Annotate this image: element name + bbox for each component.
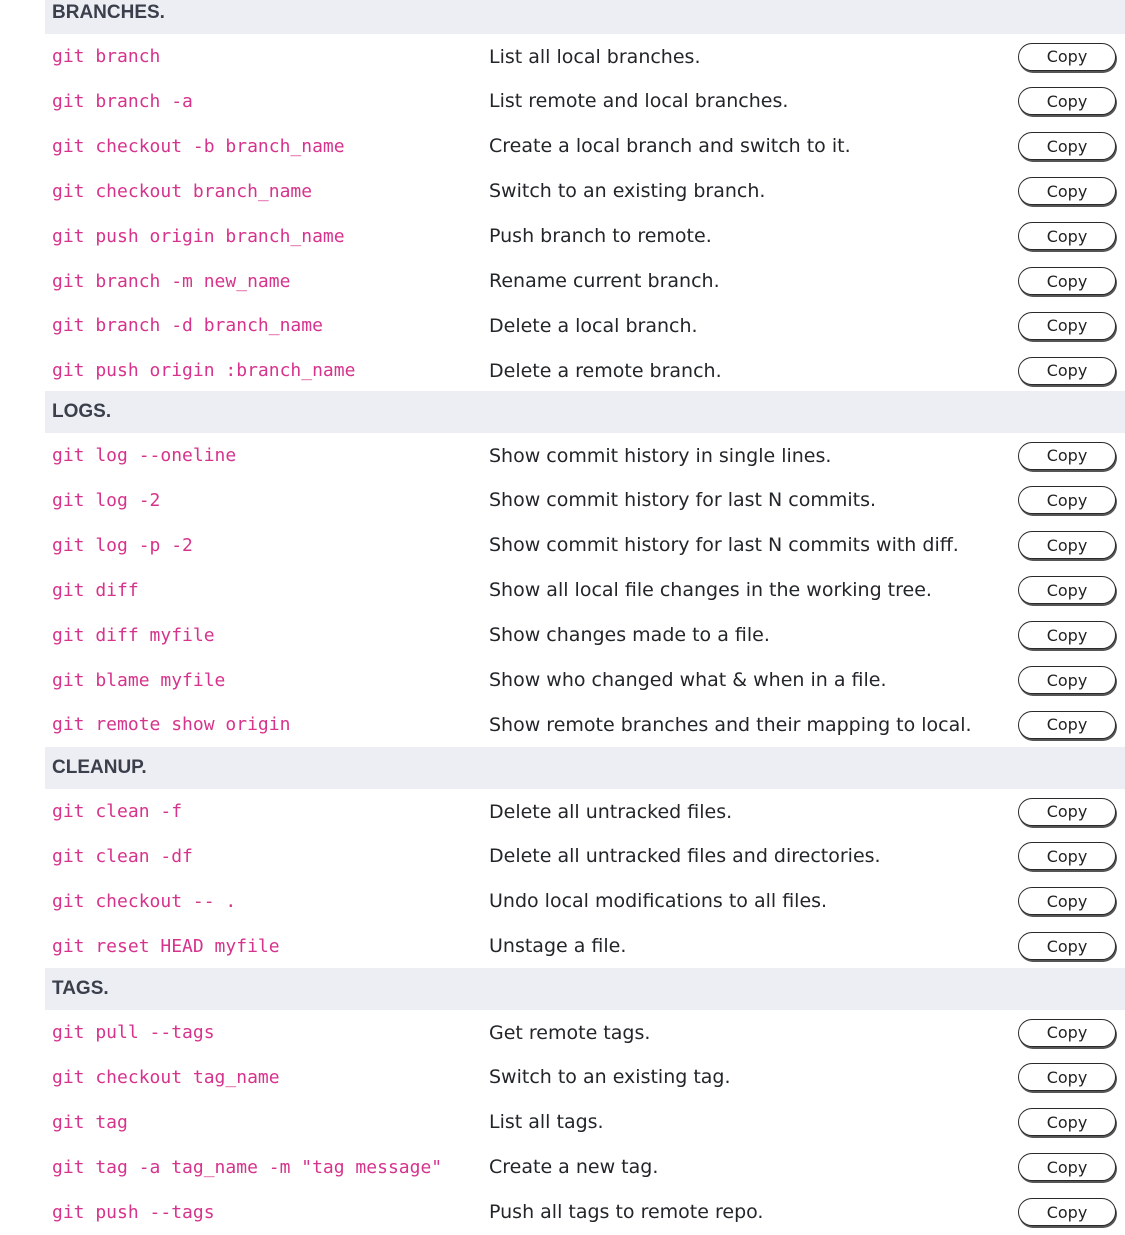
command-description: Create a new tag.: [489, 1156, 659, 1179]
command-description: Rename current branch.: [489, 270, 720, 292]
copy-button[interactable]: Copy: [1018, 87, 1116, 115]
command-text: git diff: [52, 579, 139, 601]
command-text: git branch: [52, 46, 161, 67]
command-text: git branch -m new_name: [52, 270, 291, 292]
command-description: Show all local file changes in the working tree.: [489, 579, 932, 602]
command-row: [45, 259, 1125, 304]
command-text: git log --oneline: [52, 445, 237, 466]
command-text: git tag: [52, 1111, 128, 1133]
command-description: Delete a remote branch.: [489, 359, 722, 382]
copy-button[interactable]: Copy: [1018, 267, 1116, 295]
command-description: Delete a local branch.: [489, 314, 698, 337]
command-description: List all local branches.: [489, 45, 701, 68]
copy-button[interactable]: Copy: [1018, 621, 1116, 649]
section-header-cleanup: CLEANUP.: [45, 747, 1125, 789]
copy-button[interactable]: Copy: [1018, 486, 1116, 514]
command-row: [45, 124, 1125, 169]
command-text: git log -p -2: [52, 534, 193, 556]
command-row: [45, 523, 1125, 568]
section-header-branches: BRANCHES.: [45, 0, 1125, 34]
command-description: Push all tags to remote repo.: [489, 1201, 764, 1224]
command-row: [45, 1010, 1125, 1055]
copy-button[interactable]: Copy: [1018, 43, 1116, 71]
command-text: git clean -df: [52, 845, 193, 867]
command-row: [45, 433, 1125, 478]
command-row: [45, 1145, 1125, 1190]
command-text: git clean -f: [52, 801, 183, 822]
command-description: List all tags.: [489, 1111, 604, 1134]
copy-button[interactable]: Copy: [1018, 666, 1116, 694]
copy-button[interactable]: Copy: [1018, 576, 1116, 604]
command-row: [45, 478, 1125, 523]
command-description: Show commit history in single lines.: [489, 444, 832, 467]
command-text: git reset HEAD myfile: [52, 935, 280, 957]
command-description: Unstage a file.: [489, 935, 627, 958]
section-header-tags: TAGS.: [45, 968, 1125, 1010]
command-text: git log -2: [52, 489, 161, 511]
copy-button[interactable]: Copy: [1018, 531, 1116, 559]
command-description: Show commit history for last N commits.: [489, 489, 877, 512]
command-text: git checkout tag_name: [52, 1066, 280, 1088]
command-text: git checkout branch_name: [52, 180, 313, 202]
command-text: git tag -a tag_name -m "tag message": [52, 1156, 443, 1178]
copy-button[interactable]: Copy: [1018, 132, 1116, 160]
command-row: [45, 169, 1125, 214]
command-row: [45, 1055, 1125, 1100]
copy-button[interactable]: Copy: [1018, 1198, 1116, 1226]
command-row: [45, 79, 1125, 124]
section-header-logs: LOGS.: [45, 391, 1125, 433]
command-description: Create a local branch and switch to it.: [489, 135, 851, 158]
command-row: [45, 658, 1125, 703]
copy-button[interactable]: Copy: [1018, 932, 1116, 960]
command-description: Show remote branches and their mapping to local.: [489, 713, 972, 736]
command-description: Switch to an existing tag.: [489, 1066, 731, 1089]
command-description: Switch to an existing branch.: [489, 180, 766, 203]
command-text: git checkout -b branch_name: [52, 135, 345, 157]
command-text: git blame myfile: [52, 669, 226, 691]
command-text: git branch -a: [52, 90, 193, 112]
command-description: Undo local modifications to all files.: [489, 890, 828, 913]
command-row: [45, 1100, 1125, 1145]
command-text: git remote show origin: [52, 714, 291, 736]
command-text: git push origin :branch_name: [52, 360, 356, 382]
command-row: [45, 34, 1125, 79]
copy-button[interactable]: Copy: [1018, 1019, 1116, 1047]
command-text: git diff myfile: [52, 624, 215, 646]
command-row: [45, 789, 1125, 834]
command-description: Delete all untracked files and directories.: [489, 845, 881, 868]
copy-button[interactable]: Copy: [1018, 1063, 1116, 1091]
command-text: git checkout -- .: [52, 890, 237, 912]
command-row: [45, 214, 1125, 259]
command-description: Show who changed what & when in a file.: [489, 669, 887, 691]
copy-button[interactable]: Copy: [1018, 442, 1116, 470]
command-row: [45, 348, 1125, 393]
command-description: List remote and local branches.: [489, 90, 789, 113]
copy-button[interactable]: Copy: [1018, 222, 1116, 250]
command-row: [45, 613, 1125, 658]
command-description: Show commit history for last N commits with diff.: [489, 534, 959, 557]
command-description: Delete all untracked files.: [489, 800, 733, 823]
copy-button[interactable]: Copy: [1018, 887, 1116, 915]
command-description: Show changes made to a file.: [489, 624, 770, 647]
command-text: git pull --tags: [52, 1022, 215, 1043]
command-text: git push origin branch_name: [52, 225, 345, 247]
command-row: [45, 834, 1125, 879]
copy-button[interactable]: Copy: [1018, 842, 1116, 870]
command-row: [45, 879, 1125, 924]
command-description: Get remote tags.: [489, 1021, 651, 1044]
command-row: [45, 303, 1125, 348]
command-row: [45, 1190, 1125, 1235]
copy-button[interactable]: Copy: [1018, 1108, 1116, 1136]
command-row: [45, 568, 1125, 613]
copy-button[interactable]: Copy: [1018, 711, 1116, 739]
copy-button[interactable]: Copy: [1018, 357, 1116, 385]
copy-button[interactable]: Copy: [1018, 798, 1116, 826]
copy-button[interactable]: Copy: [1018, 1153, 1116, 1181]
command-row: [45, 702, 1125, 747]
command-row: [45, 924, 1125, 969]
copy-button[interactable]: Copy: [1018, 312, 1116, 340]
command-text: git branch -d branch_name: [52, 315, 323, 337]
command-description: Push branch to remote.: [489, 225, 712, 248]
command-text: git push --tags: [52, 1201, 215, 1223]
copy-button[interactable]: Copy: [1018, 177, 1116, 205]
